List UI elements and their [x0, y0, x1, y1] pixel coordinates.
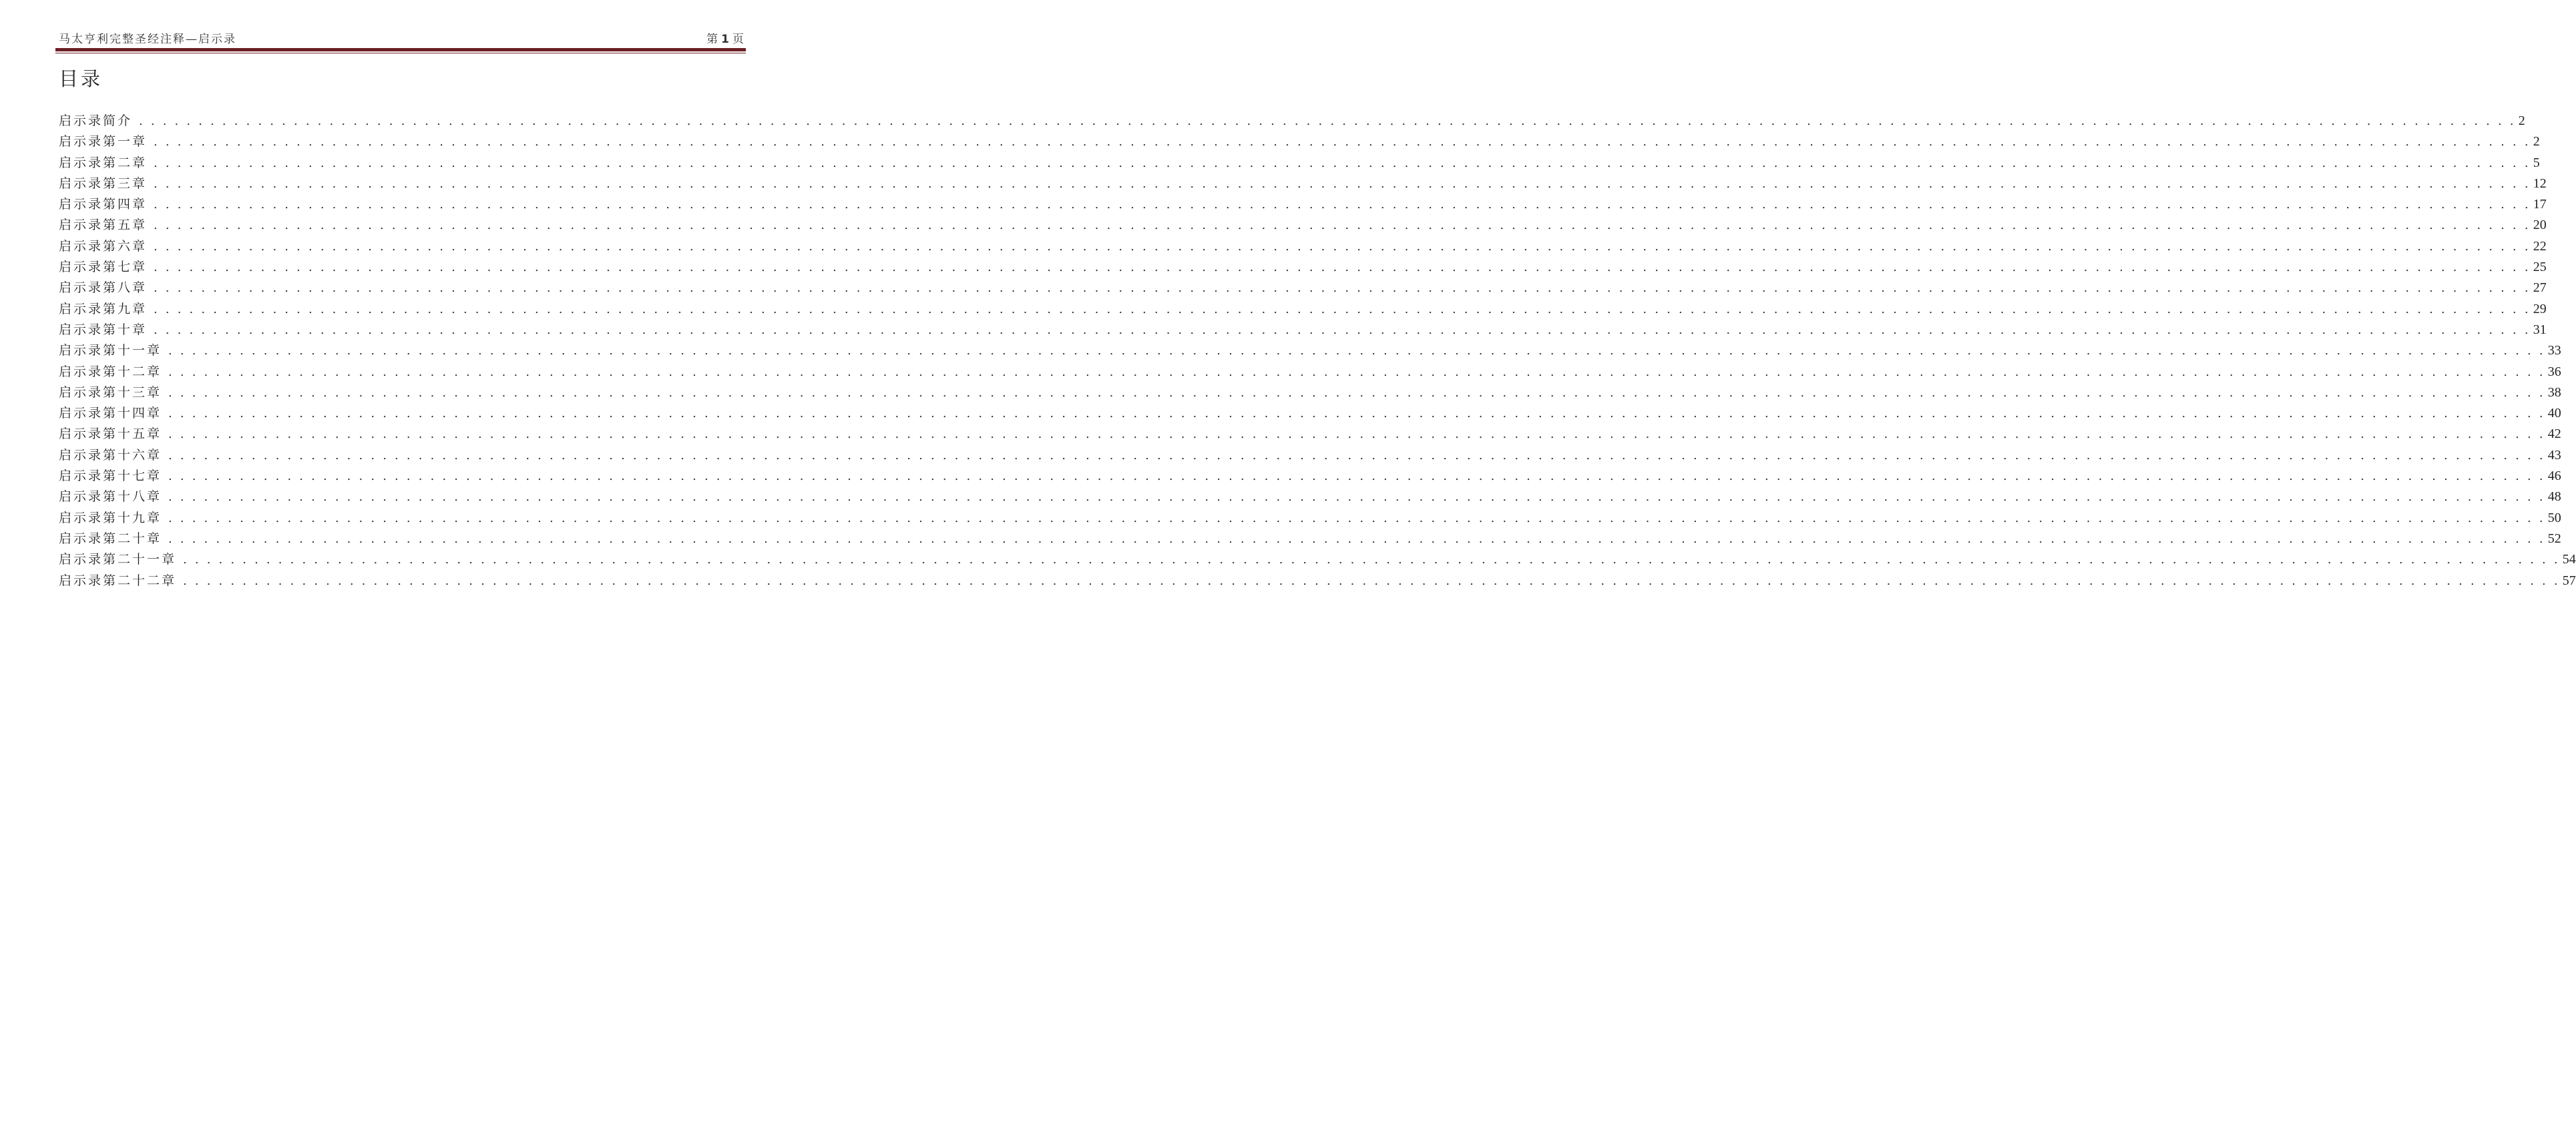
- toc-dot-leader: . . . . . . . . . . . . . . . . . . . . . . . . . . . . . . . . . . . . . . . . . . . . . . . . . . . . . . . . . . . . . . . . . . . . . . . . . . . . . . . . . . . . . . . . . . . . . . . . . . . . . . . . . . . . . . . . . . . . . . . . . . . . . . . . . . . . . . . . . . . . . . . . . . . . . . . . . . . . . . . . . . . . . . . . . . . . . . . . . . . . . . . . . . . . . . . . . . . . . . . .: [139, 114, 2516, 128]
- toc-entry[interactable]: [59, 529, 2561, 549]
- toc-entry-page[interactable]: 48: [2547, 489, 2561, 505]
- toc-dot-leader: . . . . . . . . . . . . . . . . . . . . . . . . . . . . . . . . . . . . . . . . . . . . . . . . . . . . . . . . . . . . . . . . . . . . . . . . . . . . . . . . . . . . . . . . . . . . . . . . . . . . . . . . . . . . . . . . . . . . . . . . . . . . . . . . . . . . . . . . . . . . . . . . . . . . . . . . . . . . . . . . . . . . . . . . . . . . . . . . . . . . . . . . . . . . . . . . . . . . . . . .: [168, 511, 2545, 525]
- toc-dot-leader: . . . . . . . . . . . . . . . . . . . . . . . . . . . . . . . . . . . . . . . . . . . . . . . . . . . . . . . . . . . . . . . . . . . . . . . . . . . . . . . . . . . . . . . . . . . . . . . . . . . . . . . . . . . . . . . . . . . . . . . . . . . . . . . . . . . . . . . . . . . . . . . . . . . . . . . . . . . . . . . . . . . . . . . . . . . . . . . . . . . . . . . . . . . . . . . . . . . . . . . .: [154, 156, 2531, 170]
- toc-entry-page[interactable]: 2: [2533, 134, 2540, 150]
- toc-entry[interactable]: [59, 466, 2561, 487]
- toc-entry-page[interactable]: 25: [2533, 260, 2547, 275]
- toc-dot-leader: . . . . . . . . . . . . . . . . . . . . . . . . . . . . . . . . . . . . . . . . . . . . . . . . . . . . . . . . . . . . . . . . . . . . . . . . . . . . . . . . . . . . . . . . . . . . . . . . . . . . . . . . . . . . . . . . . . . . . . . . . . . . . . . . . . . . . . . . . . . . . . . . . . . . . . . . . . . . . . . . . . . . . . . . . . . . . . . . . . . . . . . . . . . . . . . . . . . . . . . .: [154, 302, 2531, 316]
- toc-entry[interactable]: [59, 153, 2540, 174]
- toc-entry[interactable]: [59, 340, 2561, 361]
- toc-entry-page[interactable]: 5: [2533, 155, 2540, 170]
- toc-entry-label[interactable]: 启示录第十八章: [59, 489, 162, 505]
- toc-entry-label[interactable]: 启示录第四章: [59, 197, 148, 212]
- toc-dot-leader: . . . . . . . . . . . . . . . . . . . . . . . . . . . . . . . . . . . . . . . . . . . . . . . . . . . . . . . . . . . . . . . . . . . . . . . . . . . . . . . . . . . . . . . . . . . . . . . . . . . . . . . . . . . . . . . . . . . . . . . . . . . . . . . . . . . . . . . . . . . . . . . . . . . . . . . . . . . . . . . . . . . . . . . . . . . . . . . . . . . . . . . . . . . . . . . . . . . . . . . .: [168, 427, 2545, 442]
- header-page-number: [706, 29, 744, 46]
- toc-entry-label[interactable]: 启示录第六章: [59, 238, 148, 254]
- toc-entry[interactable]: [59, 571, 2576, 591]
- page-suffix: 页: [732, 33, 744, 46]
- toc-dot-leader: . . . . . . . . . . . . . . . . . . . . . . . . . . . . . . . . . . . . . . . . . . . . . . . . . . . . . . . . . . . . . . . . . . . . . . . . . . . . . . . . . . . . . . . . . . . . . . . . . . . . . . . . . . . . . . . . . . . . . . . . . . . . . . . . . . . . . . . . . . . . . . . . . . . . . . . . . . . . . . . . . . . . . . . . . . . . . . . . . . . . . . . . . . . . . . . . . . . . . . . .: [168, 406, 2545, 421]
- toc-entry-page[interactable]: 22: [2533, 238, 2547, 254]
- toc-entry[interactable]: [59, 320, 2547, 340]
- toc-entry-label[interactable]: 启示录第二十章: [59, 531, 162, 546]
- toc-entry-page[interactable]: 42: [2547, 427, 2561, 442]
- toc-entry-label[interactable]: 启示录第十三章: [59, 384, 162, 400]
- toc-entry-page[interactable]: 54: [2562, 552, 2576, 567]
- toc-entry-label[interactable]: 启示录第五章: [59, 218, 148, 233]
- toc-entry[interactable]: [59, 487, 2561, 507]
- toc-entry[interactable]: [59, 215, 2547, 236]
- toc-entry[interactable]: [59, 278, 2547, 298]
- header-rule-thick: [55, 48, 746, 51]
- toc-entry-label[interactable]: 启示录第二十一章: [59, 552, 177, 567]
- toc-entry-page[interactable]: 27: [2533, 280, 2547, 296]
- toc-dot-leader: . . . . . . . . . . . . . . . . . . . . . . . . . . . . . . . . . . . . . . . . . . . . . . . . . . . . . . . . . . . . . . . . . . . . . . . . . . . . . . . . . . . . . . . . . . . . . . . . . . . . . . . . . . . . . . . . . . . . . . . . . . . . . . . . . . . . . . . . . . . . . . . . . . . . . . . . . . . . . . . . . . . . . . . . . . . . . . . . . . . . . . . . . . . . . . . . . . . . . . . .: [154, 218, 2531, 233]
- toc-entry-label[interactable]: 启示录第十章: [59, 322, 148, 337]
- toc-entry-label[interactable]: 启示录第十六章: [59, 447, 162, 463]
- toc-entry[interactable]: [59, 236, 2547, 257]
- toc-dot-leader: . . . . . . . . . . . . . . . . . . . . . . . . . . . . . . . . . . . . . . . . . . . . . . . . . . . . . . . . . . . . . . . . . . . . . . . . . . . . . . . . . . . . . . . . . . . . . . . . . . . . . . . . . . . . . . . . . . . . . . . . . . . . . . . . . . . . . . . . . . . . . . . . . . . . . . . . . . . . . . . . . . . . . . . . . . . . . . . . . . . . . . . . . . . . . . . . . . . . . . . .: [154, 322, 2531, 337]
- toc-entry[interactable]: [59, 299, 2547, 320]
- toc-entry-page[interactable]: 20: [2533, 218, 2547, 233]
- toc-entry-page[interactable]: 57: [2562, 573, 2576, 588]
- toc-entry-page[interactable]: 33: [2547, 343, 2561, 358]
- toc-dot-leader: . . . . . . . . . . . . . . . . . . . . . . . . . . . . . . . . . . . . . . . . . . . . . . . . . . . . . . . . . . . . . . . . . . . . . . . . . . . . . . . . . . . . . . . . . . . . . . . . . . . . . . . . . . . . . . . . . . . . . . . . . . . . . . . . . . . . . . . . . . . . . . . . . . . . . . . . . . . . . . . . . . . . . . . . . . . . . . . . . . . . . . . . . . . . . . . . . . . . . . . .: [168, 364, 2545, 379]
- toc-entry[interactable]: [59, 424, 2561, 445]
- toc-entry-page[interactable]: 12: [2533, 176, 2547, 191]
- toc-entry-label[interactable]: 启示录第九章: [59, 301, 148, 316]
- header-title: 马太亨利完整圣经注释—启示录: [59, 33, 236, 46]
- toc-dot-leader: . . . . . . . . . . . . . . . . . . . . . . . . . . . . . . . . . . . . . . . . . . . . . . . . . . . . . . . . . . . . . . . . . . . . . . . . . . . . . . . . . . . . . . . . . . . . . . . . . . . . . . . . . . . . . . . . . . . . . . . . . . . . . . . . . . . . . . . . . . . . . . . . . . . . . . . . . . . . . . . . . . . . . . . . . . . . . . . . . . . . . . . . . . . . . . . . . . . . . . . .: [154, 281, 2531, 296]
- toc-entry-label[interactable]: 启示录第八章: [59, 280, 148, 296]
- toc-entry[interactable]: [59, 508, 2561, 529]
- toc-entry-label[interactable]: 启示录第十一章: [59, 343, 162, 358]
- toc-entry[interactable]: [59, 131, 2540, 152]
- toc-dot-leader: . . . . . . . . . . . . . . . . . . . . . . . . . . . . . . . . . . . . . . . . . . . . . . . . . . . . . . . . . . . . . . . . . . . . . . . . . . . . . . . . . . . . . . . . . . . . . . . . . . . . . . . . . . . . . . . . . . . . . . . . . . . . . . . . . . . . . . . . . . . . . . . . . . . . . . . . . . . . . . . . . . . . . . . . . . . . . . . . . . . . . . . . . . . . . . . . . . . . . . . .: [168, 531, 2545, 546]
- page-prefix: 第: [706, 33, 719, 46]
- toc-entry-label[interactable]: 启示录第一章: [59, 134, 148, 150]
- toc-entry[interactable]: [59, 549, 2576, 570]
- toc-entry-page[interactable]: 29: [2533, 301, 2547, 316]
- toc-dot-leader: . . . . . . . . . . . . . . . . . . . . . . . . . . . . . . . . . . . . . . . . . . . . . . . . . . . . . . . . . . . . . . . . . . . . . . . . . . . . . . . . . . . . . . . . . . . . . . . . . . . . . . . . . . . . . . . . . . . . . . . . . . . . . . . . . . . . . . . . . . . . . . . . . . . . . . . . . . . . . . . . . . . . . . . . . . . . . . . . . . . . . . . . . . . . . . . . . . . . . . . .: [154, 176, 2531, 191]
- toc-entry-label[interactable]: 启示录第十二章: [59, 364, 162, 379]
- toc-entry-label[interactable]: 启示录第三章: [59, 176, 148, 191]
- toc-entry-page[interactable]: 43: [2547, 447, 2561, 463]
- toc-entry-label[interactable]: 启示录第十九章: [59, 510, 162, 525]
- toc-dot-leader: . . . . . . . . . . . . . . . . . . . . . . . . . . . . . . . . . . . . . . . . . . . . . . . . . . . . . . . . . . . . . . . . . . . . . . . . . . . . . . . . . . . . . . . . . . . . . . . . . . . . . . . . . . . . . . . . . . . . . . . . . . . . . . . . . . . . . . . . . . . . . . . . . . . . . . . . . . . . . . . . . . . . . . . . . . . . . . . . . . . . . . . . . . . . . . . . . . . . . . . .: [183, 553, 2560, 567]
- toc-dot-leader: . . . . . . . . . . . . . . . . . . . . . . . . . . . . . . . . . . . . . . . . . . . . . . . . . . . . . . . . . . . . . . . . . . . . . . . . . . . . . . . . . . . . . . . . . . . . . . . . . . . . . . . . . . . . . . . . . . . . . . . . . . . . . . . . . . . . . . . . . . . . . . . . . . . . . . . . . . . . . . . . . . . . . . . . . . . . . . . . . . . . . . . . . . . . . . . . . . . . . . . .: [154, 260, 2531, 275]
- toc-entry-page[interactable]: 50: [2547, 510, 2561, 525]
- toc-dot-leader: . . . . . . . . . . . . . . . . . . . . . . . . . . . . . . . . . . . . . . . . . . . . . . . . . . . . . . . . . . . . . . . . . . . . . . . . . . . . . . . . . . . . . . . . . . . . . . . . . . . . . . . . . . . . . . . . . . . . . . . . . . . . . . . . . . . . . . . . . . . . . . . . . . . . . . . . . . . . . . . . . . . . . . . . . . . . . . . . . . . . . . . . . . . . . . . . . . . . . . . .: [168, 490, 2545, 505]
- toc-entry[interactable]: [59, 257, 2547, 278]
- toc-entry-label[interactable]: 启示录第十四章: [59, 406, 162, 421]
- toc-entry-label[interactable]: 启示录第二章: [59, 155, 148, 170]
- toc-dot-leader: . . . . . . . . . . . . . . . . . . . . . . . . . . . . . . . . . . . . . . . . . . . . . . . . . . . . . . . . . . . . . . . . . . . . . . . . . . . . . . . . . . . . . . . . . . . . . . . . . . . . . . . . . . . . . . . . . . . . . . . . . . . . . . . . . . . . . . . . . . . . . . . . . . . . . . . . . . . . . . . . . . . . . . . . . . . . . . . . . . . . . . . . . . . . . . . . . . . . . . . .: [183, 573, 2560, 588]
- toc-entry-page[interactable]: 36: [2547, 364, 2561, 379]
- toc-dot-leader: . . . . . . . . . . . . . . . . . . . . . . . . . . . . . . . . . . . . . . . . . . . . . . . . . . . . . . . . . . . . . . . . . . . . . . . . . . . . . . . . . . . . . . . . . . . . . . . . . . . . . . . . . . . . . . . . . . . . . . . . . . . . . . . . . . . . . . . . . . . . . . . . . . . . . . . . . . . . . . . . . . . . . . . . . . . . . . . . . . . . . . . . . . . . . . . . . . . . . . . .: [168, 344, 2545, 358]
- toc-dot-leader: . . . . . . . . . . . . . . . . . . . . . . . . . . . . . . . . . . . . . . . . . . . . . . . . . . . . . . . . . . . . . . . . . . . . . . . . . . . . . . . . . . . . . . . . . . . . . . . . . . . . . . . . . . . . . . . . . . . . . . . . . . . . . . . . . . . . . . . . . . . . . . . . . . . . . . . . . . . . . . . . . . . . . . . . . . . . . . . . . . . . . . . . . . . . . . . . . . . . . . . .: [168, 469, 2545, 484]
- toc-dot-leader: . . . . . . . . . . . . . . . . . . . . . . . . . . . . . . . . . . . . . . . . . . . . . . . . . . . . . . . . . . . . . . . . . . . . . . . . . . . . . . . . . . . . . . . . . . . . . . . . . . . . . . . . . . . . . . . . . . . . . . . . . . . . . . . . . . . . . . . . . . . . . . . . . . . . . . . . . . . . . . . . . . . . . . . . . . . . . . . . . . . . . . . . . . . . . . . . . . . . . . . .: [168, 448, 2545, 463]
- toc-entry-page[interactable]: 38: [2547, 384, 2561, 400]
- toc-entry-page[interactable]: 52: [2547, 531, 2561, 546]
- toc-entry-label[interactable]: 启示录第十七章: [59, 469, 162, 484]
- toc-dot-leader: . . . . . . . . . . . . . . . . . . . . . . . . . . . . . . . . . . . . . . . . . . . . . . . . . . . . . . . . . . . . . . . . . . . . . . . . . . . . . . . . . . . . . . . . . . . . . . . . . . . . . . . . . . . . . . . . . . . . . . . . . . . . . . . . . . . . . . . . . . . . . . . . . . . . . . . . . . . . . . . . . . . . . . . . . . . . . . . . . . . . . . . . . . . . . . . . . . . . . . . .: [154, 239, 2531, 254]
- toc-entry-page[interactable]: 17: [2533, 197, 2547, 212]
- toc-entry[interactable]: [59, 382, 2561, 403]
- toc-list: [59, 111, 2576, 591]
- toc-entry[interactable]: [59, 445, 2561, 466]
- page-number: 1: [721, 33, 730, 46]
- toc-entry-page[interactable]: 46: [2547, 469, 2561, 484]
- toc-heading: 目录: [59, 67, 103, 90]
- toc-entry[interactable]: [59, 362, 2561, 382]
- toc-entry-page[interactable]: 40: [2547, 406, 2561, 421]
- toc-dot-leader: . . . . . . . . . . . . . . . . . . . . . . . . . . . . . . . . . . . . . . . . . . . . . . . . . . . . . . . . . . . . . . . . . . . . . . . . . . . . . . . . . . . . . . . . . . . . . . . . . . . . . . . . . . . . . . . . . . . . . . . . . . . . . . . . . . . . . . . . . . . . . . . . . . . . . . . . . . . . . . . . . . . . . . . . . . . . . . . . . . . . . . . . . . . . . . . . . . . . . . . .: [154, 198, 2531, 212]
- toc-dot-leader: . . . . . . . . . . . . . . . . . . . . . . . . . . . . . . . . . . . . . . . . . . . . . . . . . . . . . . . . . . . . . . . . . . . . . . . . . . . . . . . . . . . . . . . . . . . . . . . . . . . . . . . . . . . . . . . . . . . . . . . . . . . . . . . . . . . . . . . . . . . . . . . . . . . . . . . . . . . . . . . . . . . . . . . . . . . . . . . . . . . . . . . . . . . . . . . . . . . . . . . .: [168, 385, 2545, 400]
- toc-entry[interactable]: [59, 403, 2561, 424]
- toc-entry-page[interactable]: 2: [2518, 113, 2525, 128]
- toc-entry-page[interactable]: 31: [2533, 322, 2547, 337]
- page-header: [59, 27, 744, 47]
- toc-dot-leader: . . . . . . . . . . . . . . . . . . . . . . . . . . . . . . . . . . . . . . . . . . . . . . . . . . . . . . . . . . . . . . . . . . . . . . . . . . . . . . . . . . . . . . . . . . . . . . . . . . . . . . . . . . . . . . . . . . . . . . . . . . . . . . . . . . . . . . . . . . . . . . . . . . . . . . . . . . . . . . . . . . . . . . . . . . . . . . . . . . . . . . . . . . . . . . . . . . . . . . . .: [154, 135, 2531, 150]
- toc-entry[interactable]: [59, 111, 2525, 131]
- toc-entry-label[interactable]: 启示录第七章: [59, 260, 148, 275]
- toc-entry[interactable]: [59, 194, 2547, 215]
- toc-entry[interactable]: [59, 174, 2547, 194]
- toc-entry-label[interactable]: 启示录简介: [59, 113, 133, 128]
- toc-entry-label[interactable]: 启示录第十五章: [59, 427, 162, 442]
- toc-entry-label[interactable]: 启示录第二十二章: [59, 573, 177, 588]
